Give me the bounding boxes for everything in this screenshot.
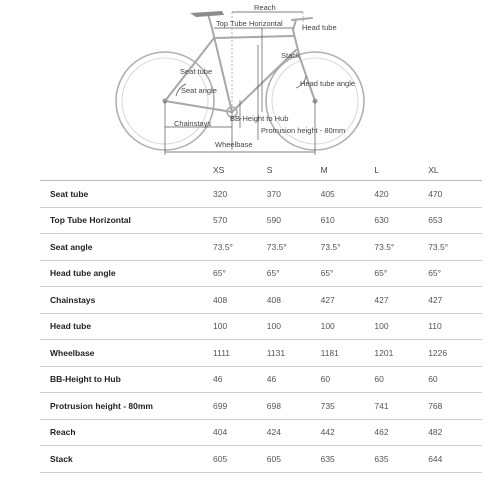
- row-label: Chainstays: [40, 287, 213, 314]
- table-cell: 73.5°: [374, 234, 428, 261]
- table-cell: 470: [428, 181, 482, 208]
- table-row: [40, 340, 482, 367]
- table-cell: 570: [213, 207, 267, 234]
- saddle: [190, 11, 224, 17]
- table-cell: 735: [321, 393, 375, 420]
- table-cell: 65°: [321, 260, 375, 287]
- table-body: [40, 181, 482, 473]
- table-cell: 1131: [267, 340, 321, 367]
- label-protrusion-height: Protrusion height - 80mm: [261, 126, 346, 135]
- table-cell: 65°: [374, 260, 428, 287]
- table-cell: 482: [428, 419, 482, 446]
- table-cell: 424: [267, 419, 321, 446]
- header-size-m: M: [321, 160, 375, 181]
- table-cell: 442: [321, 419, 375, 446]
- row-label: Seat angle: [40, 234, 213, 261]
- header-size-xl: XL: [428, 160, 482, 181]
- table-cell: 635: [374, 446, 428, 473]
- table-cell: 65°: [428, 260, 482, 287]
- label-head-tube-angle: Head tube angle: [300, 79, 356, 88]
- header-size-l: L: [374, 160, 428, 181]
- table-cell: 768: [428, 393, 482, 420]
- label-seat-angle: Seat angle: [181, 86, 217, 95]
- table-cell: 100: [321, 313, 375, 340]
- table-cell: 408: [267, 287, 321, 314]
- table-row: [40, 260, 482, 287]
- label-chainstays: Chainstays: [174, 119, 212, 128]
- row-label: Stack: [40, 446, 213, 473]
- table-cell: 610: [321, 207, 375, 234]
- table-cell: 1201: [374, 340, 428, 367]
- table-cell: 73.5°: [267, 234, 321, 261]
- table-row: [40, 181, 482, 208]
- row-label: Head tube: [40, 313, 213, 340]
- table-row: [40, 446, 482, 473]
- table-cell: 73.5°: [428, 234, 482, 261]
- table-row: [40, 207, 482, 234]
- table-cell: 408: [213, 287, 267, 314]
- row-label: BB-Height to Hub: [40, 366, 213, 393]
- table-row: [40, 234, 482, 261]
- label-wheelbase: Wheelbase: [215, 140, 253, 149]
- label-head-tube: Head tube: [302, 23, 337, 32]
- table-header: [40, 160, 482, 181]
- table-cell: 1181: [321, 340, 375, 367]
- table-cell: 110: [428, 313, 482, 340]
- row-label: Protrusion height - 80mm: [40, 393, 213, 420]
- table-cell: 65°: [267, 260, 321, 287]
- label-top-tube-horizontal: Top Tube Horizontal: [216, 19, 283, 28]
- table-row: [40, 313, 482, 340]
- bike-frame: [165, 14, 315, 112]
- table-row: [40, 419, 482, 446]
- geometry-table: [40, 160, 482, 473]
- table-cell: 370: [267, 181, 321, 208]
- table-cell: 73.5°: [213, 234, 267, 261]
- table-cell: 60: [321, 366, 375, 393]
- row-label: Reach: [40, 419, 213, 446]
- row-label: Head tube angle: [40, 260, 213, 287]
- table-row: [40, 287, 482, 314]
- table-cell: 60: [428, 366, 482, 393]
- label-stack: Stack: [281, 51, 300, 60]
- table-cell: 605: [213, 446, 267, 473]
- table-cell: 462: [374, 419, 428, 446]
- table-cell: 320: [213, 181, 267, 208]
- table-cell: 741: [374, 393, 428, 420]
- table-row: [40, 366, 482, 393]
- header-label-column: [40, 160, 213, 181]
- row-label: Seat tube: [40, 181, 213, 208]
- label-bb-height-to-hub: BB-Height to Hub: [230, 114, 289, 123]
- table-cell: 635: [321, 446, 375, 473]
- table-cell: 420: [374, 181, 428, 208]
- row-label: Top Tube Horizontal: [40, 207, 213, 234]
- table-cell: 1111: [213, 340, 267, 367]
- table-cell: 46: [213, 366, 267, 393]
- table-cell: 60: [374, 366, 428, 393]
- table-cell: 100: [374, 313, 428, 340]
- table-cell: 653: [428, 207, 482, 234]
- table-cell: 427: [428, 287, 482, 314]
- bike-geometry-diagram: [0, 0, 500, 160]
- table-cell: 404: [213, 419, 267, 446]
- table-cell: 698: [267, 393, 321, 420]
- label-reach: Reach: [254, 3, 276, 12]
- table-cell: 427: [321, 287, 375, 314]
- row-label: Wheelbase: [40, 340, 213, 367]
- table-row: [40, 393, 482, 420]
- table-cell: 65°: [213, 260, 267, 287]
- table-cell: 630: [374, 207, 428, 234]
- label-seat-tube: Seat tube: [180, 67, 213, 76]
- header-size-xs: XS: [213, 160, 267, 181]
- table-cell: 427: [374, 287, 428, 314]
- table-cell: 46: [267, 366, 321, 393]
- header-row: [40, 160, 482, 181]
- table-cell: 100: [213, 313, 267, 340]
- table-cell: 605: [267, 446, 321, 473]
- table-cell: 1226: [428, 340, 482, 367]
- table-cell: 405: [321, 181, 375, 208]
- table-cell: 699: [213, 393, 267, 420]
- table-cell: 100: [267, 313, 321, 340]
- table-cell: 73.5°: [321, 234, 375, 261]
- table-cell: 644: [428, 446, 482, 473]
- table-cell: 590: [267, 207, 321, 234]
- header-size-s: S: [267, 160, 321, 181]
- bike-drawing: [0, 0, 500, 160]
